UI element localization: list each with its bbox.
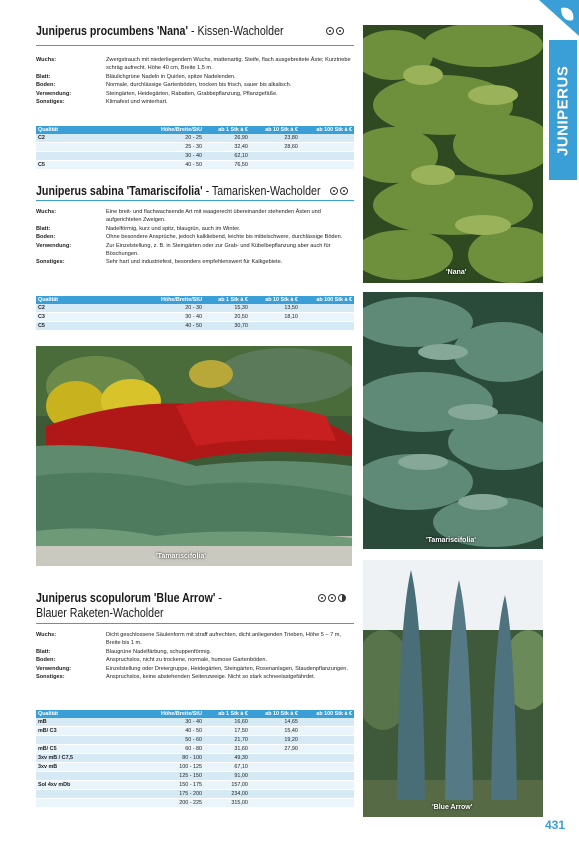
table-row xyxy=(36,304,354,313)
detail-text: Dicht geschlossene Säulenform mit straff aufrechten, dicht anliegenden Trieben, Höhe 5 – 7 m, Breite bis 1 m. xyxy=(106,632,341,647)
sun-icon xyxy=(326,27,334,35)
col-header: ab 1 Stk à € xyxy=(204,710,250,718)
cell xyxy=(300,718,354,727)
cell: 125 - 150 xyxy=(140,772,204,781)
cell xyxy=(300,772,354,781)
title-rest: - xyxy=(215,590,222,605)
cell xyxy=(250,772,300,781)
detail-label: Blatt: xyxy=(36,73,51,80)
cell: mB xyxy=(36,718,140,727)
photo-caption: 'Tamariscifolia' xyxy=(156,553,206,560)
sun-icon xyxy=(318,594,326,602)
cell: 30 - 40 xyxy=(140,152,204,161)
title-bold: Juniperus procumbens 'Nana' xyxy=(36,23,188,38)
sun-icon xyxy=(340,187,348,195)
cell: 14,65 xyxy=(250,718,300,727)
col-header: Höhe/Breite/StU xyxy=(140,126,204,134)
table-row xyxy=(36,790,354,799)
cell: 40 - 50 xyxy=(140,727,204,736)
cell xyxy=(300,736,354,745)
cell: 150 - 175 xyxy=(140,781,204,790)
detail-label: Sonstiges: xyxy=(36,674,65,681)
symbols-tamariscifolia xyxy=(330,187,348,195)
cell: 67,10 xyxy=(204,763,250,772)
table-row xyxy=(36,313,354,322)
col-header: ab 10 Stk à € xyxy=(250,126,300,134)
cell: 20 - 25 xyxy=(140,134,204,143)
cell xyxy=(250,161,300,170)
cell: 315,00 xyxy=(204,799,250,808)
cell xyxy=(36,736,140,745)
detail-label: Wuchs: xyxy=(36,632,57,638)
cell xyxy=(250,799,300,808)
photo-caption: 'Nana' xyxy=(446,269,467,276)
cell: 21,70 xyxy=(204,736,250,745)
table-row xyxy=(36,745,354,754)
garden-image xyxy=(36,346,352,566)
col-header: ab 1 Stk à € xyxy=(204,296,250,304)
cell: 76,50 xyxy=(204,161,250,170)
cell xyxy=(36,772,140,781)
cell xyxy=(300,161,354,170)
cell: 30 - 40 xyxy=(140,313,204,322)
side-tab-label: JUNIPERUS xyxy=(554,65,572,157)
detail-label: Boden: xyxy=(36,657,56,664)
page-number: 431 xyxy=(544,818,565,832)
table-row xyxy=(36,143,354,152)
cell xyxy=(300,304,354,313)
table-row xyxy=(36,736,354,745)
photo-blue-arrow xyxy=(363,560,543,817)
half-shade-icon xyxy=(338,594,346,602)
symbols-blue-arrow xyxy=(318,594,346,602)
cell: 28,60 xyxy=(250,143,300,152)
cell: 18,10 xyxy=(250,313,300,322)
cell: 234,00 xyxy=(204,790,250,799)
cell: 32,40 xyxy=(204,143,250,152)
detail-text: Bläulichgrüne Nadeln in Quirlen, spitze Nadelenden. xyxy=(106,73,236,80)
col-header: Höhe/Breite/StU xyxy=(140,710,204,718)
cell: 13,50 xyxy=(250,304,300,313)
divider xyxy=(36,623,354,624)
cell: 25 - 30 xyxy=(140,143,204,152)
cell: 100 - 125 xyxy=(140,763,204,772)
detail-label: Wuchs: xyxy=(36,57,57,63)
photo-tamariscifolia xyxy=(363,292,543,549)
photo-caption: 'Blue Arrow' xyxy=(432,804,473,811)
cell: C2 xyxy=(36,134,140,143)
col-header: ab 10 Stk à € xyxy=(250,296,300,304)
col-header: Qualität xyxy=(36,710,140,718)
detail-label: Boden: xyxy=(36,82,56,89)
cell xyxy=(300,727,354,736)
detail-text: Ohne besondere Ansprüche, jedoch kalkliebend, leichte bis mittelschwere, durchlässige Böden. xyxy=(106,234,343,241)
col-header: ab 100 Stk à € xyxy=(300,126,354,134)
cell xyxy=(300,322,354,331)
table-row xyxy=(36,763,354,772)
cell: 40 - 50 xyxy=(140,161,204,170)
sun-icon xyxy=(328,594,336,602)
cell: 31,60 xyxy=(204,745,250,754)
divider xyxy=(36,45,354,46)
detail-label: Wuchs: xyxy=(36,209,57,215)
title-rest: - Kissen-Wacholder xyxy=(187,23,284,38)
price-table-blue-arrow xyxy=(36,710,354,808)
col-header: Höhe/Breite/StU xyxy=(140,296,204,304)
price-table-header xyxy=(36,710,354,718)
cell: 30,70 xyxy=(204,322,250,331)
cell xyxy=(36,790,140,799)
cell: 27,90 xyxy=(250,745,300,754)
cell: 26,90 xyxy=(204,134,250,143)
detail-label: Blatt: xyxy=(36,648,51,655)
cell: mB/ C5 xyxy=(36,745,140,754)
table-row xyxy=(36,152,354,161)
detail-text: Zwergstrauch mit niederliegendem Wuchs, mattenartig. Steife, flach ausgebreitete Äste; Kurztriebe schräg aufrecht. Höhe 40 cm, Breite 1,5 m. xyxy=(106,57,351,72)
cell xyxy=(300,754,354,763)
details-nana xyxy=(36,56,354,106)
table-row xyxy=(36,727,354,736)
cell xyxy=(300,152,354,161)
cell xyxy=(300,143,354,152)
cell: mB/ C3 xyxy=(36,727,140,736)
detail-label: Blatt: xyxy=(36,225,51,232)
photo-caption: 'Tamariscifolia' xyxy=(426,537,476,544)
price-table-tamariscifolia xyxy=(36,296,354,331)
details-blue-arrow xyxy=(36,631,354,681)
col-header: Qualität xyxy=(36,126,140,134)
table-row xyxy=(36,754,354,763)
cell: 3xv mB / C7,5 xyxy=(36,754,140,763)
detail-text: Eine breit- und flachwachsende Art mit waagerecht übereinander stehenden Ästen und aufgerichteten Zweigen. xyxy=(106,209,321,224)
photo-garden-tamariscifolia xyxy=(36,346,352,566)
table-row xyxy=(36,134,354,143)
cell xyxy=(300,763,354,772)
cell: 40 - 50 xyxy=(140,322,204,331)
cell: 60 - 80 xyxy=(140,745,204,754)
photo-nana xyxy=(363,25,543,283)
nana-image xyxy=(363,25,543,283)
cell: 200 - 225 xyxy=(140,799,204,808)
table-row xyxy=(36,322,354,331)
table-row xyxy=(36,718,354,727)
details-tamariscifolia xyxy=(36,208,354,267)
cell: 49,30 xyxy=(204,754,250,763)
cell xyxy=(250,781,300,790)
detail-text: Steingärten, Heidegärten, Rabatten, Grabbepflanzung, Pflanzgefäße. xyxy=(106,90,278,97)
cell: C5 xyxy=(36,322,140,331)
cell: 62,10 xyxy=(204,152,250,161)
tamariscifolia-image xyxy=(363,292,543,549)
price-table-header xyxy=(36,296,354,304)
detail-text: Sehr hart und industriefest, besonders empfehlenswert für Kalkgebiete. xyxy=(106,259,283,266)
cell: 17,50 xyxy=(204,727,250,736)
cell xyxy=(250,152,300,161)
cell: 20 - 30 xyxy=(140,304,204,313)
cell: 23,80 xyxy=(250,134,300,143)
table-row xyxy=(36,772,354,781)
cell: Sol 4xv mDb xyxy=(36,781,140,790)
cell: C5 xyxy=(36,161,140,170)
price-table-nana xyxy=(36,126,354,170)
cell xyxy=(250,790,300,799)
cell xyxy=(300,134,354,143)
title-rest: - Tamarisken-Wacholder xyxy=(202,183,321,198)
detail-label: Sonstiges: xyxy=(36,99,65,106)
cell xyxy=(300,745,354,754)
price-table-header xyxy=(36,126,354,134)
sun-icon xyxy=(330,187,338,195)
detail-text: Klimafest und winterhart. xyxy=(106,99,168,106)
detail-text: Nadelförmig, kurz und spitz, blaugrün, auch im Winter. xyxy=(106,225,241,232)
detail-label: Verwendung: xyxy=(36,242,72,249)
cell xyxy=(36,152,140,161)
sun-icon xyxy=(336,27,344,35)
cell: 3xv mB xyxy=(36,763,140,772)
detail-label: Boden: xyxy=(36,234,56,241)
title-bold: Juniperus scopulorum 'Blue Arrow' xyxy=(36,590,216,605)
detail-text: Normale, durchlässige Gartenböden, trocken bis frisch, sauer bis alkalisch. xyxy=(106,82,292,89)
product-title-tamariscifolia xyxy=(36,183,321,198)
cell: 175 - 200 xyxy=(140,790,204,799)
cell xyxy=(250,763,300,772)
detail-text: Einzelstellung oder Dreiergruppe, Heidegärten, Steingärten, Rosenanlagen, Staudenpflanzungen. xyxy=(106,665,348,672)
detail-text: Blaugrüne Nadelfärbung, schuppenförmig. xyxy=(106,648,212,655)
cell xyxy=(300,781,354,790)
cell xyxy=(250,322,300,331)
cell xyxy=(36,799,140,808)
col-header: ab 100 Stk à € xyxy=(300,710,354,718)
cell: 157,00 xyxy=(204,781,250,790)
cell: 20,50 xyxy=(204,313,250,322)
table-row xyxy=(36,161,354,170)
detail-text: Anspruchslos, keine abstehenden Seitenzweige. Nicht so stark schneelastgefährdet. xyxy=(106,674,316,681)
cell: 91,00 xyxy=(204,772,250,781)
cell xyxy=(300,313,354,322)
detail-text: Zur Einzelstellung, z. B. in Steingärten oder zur Grab- und Kübelbepflanzung aber auch für Böschungen. xyxy=(106,242,331,258)
product-title-blue-arrow xyxy=(36,590,222,605)
symbols-nana xyxy=(326,27,344,35)
divider xyxy=(36,200,354,201)
cell xyxy=(250,754,300,763)
detail-text: Anspruchslos, nicht zu trockene, normale, humose Gartenböden. xyxy=(106,657,268,664)
cell xyxy=(300,790,354,799)
product-title-nana xyxy=(36,23,284,38)
cell: C2 xyxy=(36,304,140,313)
cell: 15,40 xyxy=(250,727,300,736)
blue-arrow-image xyxy=(363,560,543,817)
col-header: ab 1 Stk à € xyxy=(204,126,250,134)
cell: 16,60 xyxy=(204,718,250,727)
product-subtitle-blue-arrow: Blauer Raketen-Wacholder xyxy=(36,605,164,620)
col-header: ab 10 Stk à € xyxy=(250,710,300,718)
cell: C3 xyxy=(36,313,140,322)
cell: 15,30 xyxy=(204,304,250,313)
cell: 50 - 60 xyxy=(140,736,204,745)
title-bold: Juniperus sabina 'Tamariscifolia' xyxy=(36,183,203,198)
cell: 80 - 100 xyxy=(140,754,204,763)
col-header: ab 100 Stk à € xyxy=(300,296,354,304)
cell xyxy=(36,143,140,152)
detail-label: Verwendung: xyxy=(36,90,72,97)
table-row xyxy=(36,799,354,808)
cell: 19,20 xyxy=(250,736,300,745)
detail-label: Sonstiges: xyxy=(36,259,65,266)
cell: 30 - 40 xyxy=(140,718,204,727)
table-row xyxy=(36,781,354,790)
col-header: Qualität xyxy=(36,296,140,304)
detail-label: Verwendung: xyxy=(36,665,72,672)
cell xyxy=(300,799,354,808)
